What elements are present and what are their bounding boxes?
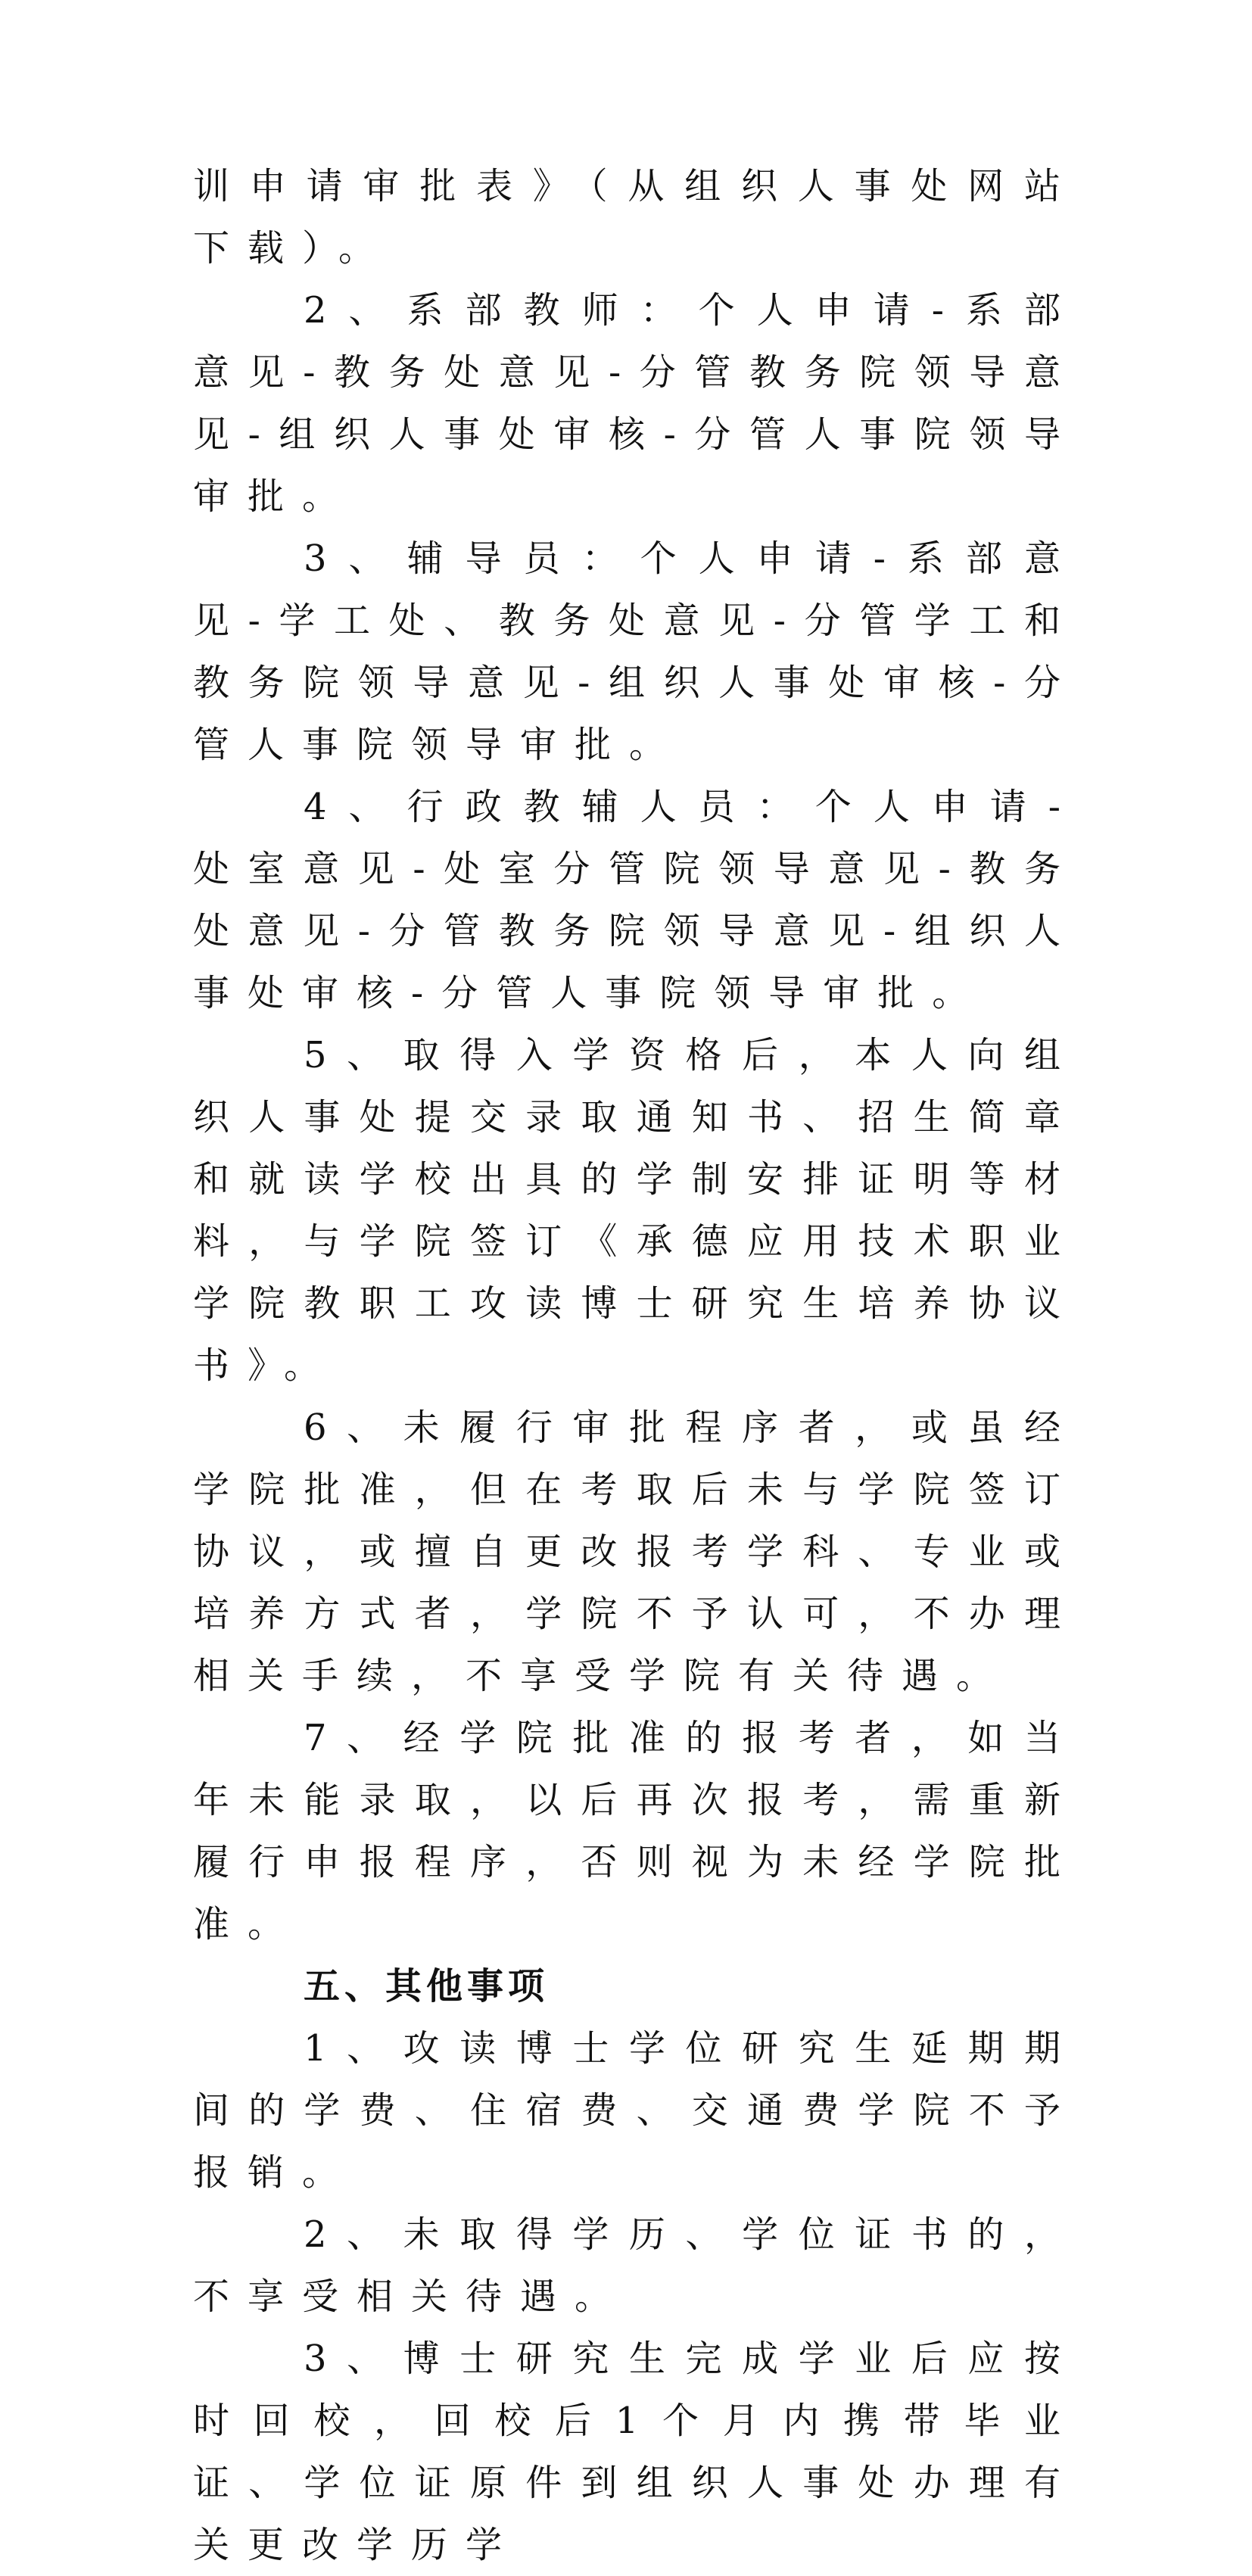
section-heading: 五、其他事项 (304, 1965, 550, 2008)
paragraph-item-4: 4、行政教辅人员：个人申请-处室意见-处室分管院领导意见-教务处意见-分管教务院领导意见-组织人事处审核-分管人事院领导审批。 (193, 786, 1079, 1014)
paragraph-item-7: 7、经学院批准的报考者，如当年未能录取，以后再次报考，需重新履行申报程序，否则视为未经学院批准。 (193, 1717, 1079, 1945)
paragraph-item-5: 5、取得入学资格后，本人向组织人事处提交录取通知书、招生简章和就读学校出具的学制安排证明等材料，与学院签订《承德应用技术职业学院教职工攻读博士研究生培养协议书》。 (193, 1034, 1079, 1387)
section-paragraph-1: 1、攻读博士学位研究生延期期间的学费、住宿费、交通费学院不予报销。 (193, 2027, 1079, 2194)
section-paragraph-3: 3、博士研究生完成学业后应按时回校，回校后1个月内携带毕业证、学位证原件到组织人事处办理有关更改学历学 (193, 2338, 1079, 2566)
paragraph-item-3: 3、辅导员：个人申请-系部意见-学工处、教务处意见-分管学工和教务院领导意见-组织人事处审核-分管人事院领导审批。 (193, 537, 1079, 766)
document-page (193, 155, 1079, 2576)
paragraph-item-2: 2、系部教师：个人申请-系部意见-教务处意见-分管教务院领导意见-组织人事处审核-分管人事院领导审批。 (193, 289, 1079, 518)
paragraph-item-6: 6、未履行审批程序者，或虽经学院批准，但在考取后未与学院签订协议，或擅自更改报考学科、专业或培养方式者，学院不予认可，不办理相关手续，不享受学院有关待遇。 (193, 1406, 1079, 1697)
paragraph-continuation: 训申请审批表》（从组织人事处网站下载）。 (193, 165, 1079, 269)
section-paragraph-2: 2、未取得学历、学位证书的，不享受相关待遇。 (193, 2213, 1079, 2318)
